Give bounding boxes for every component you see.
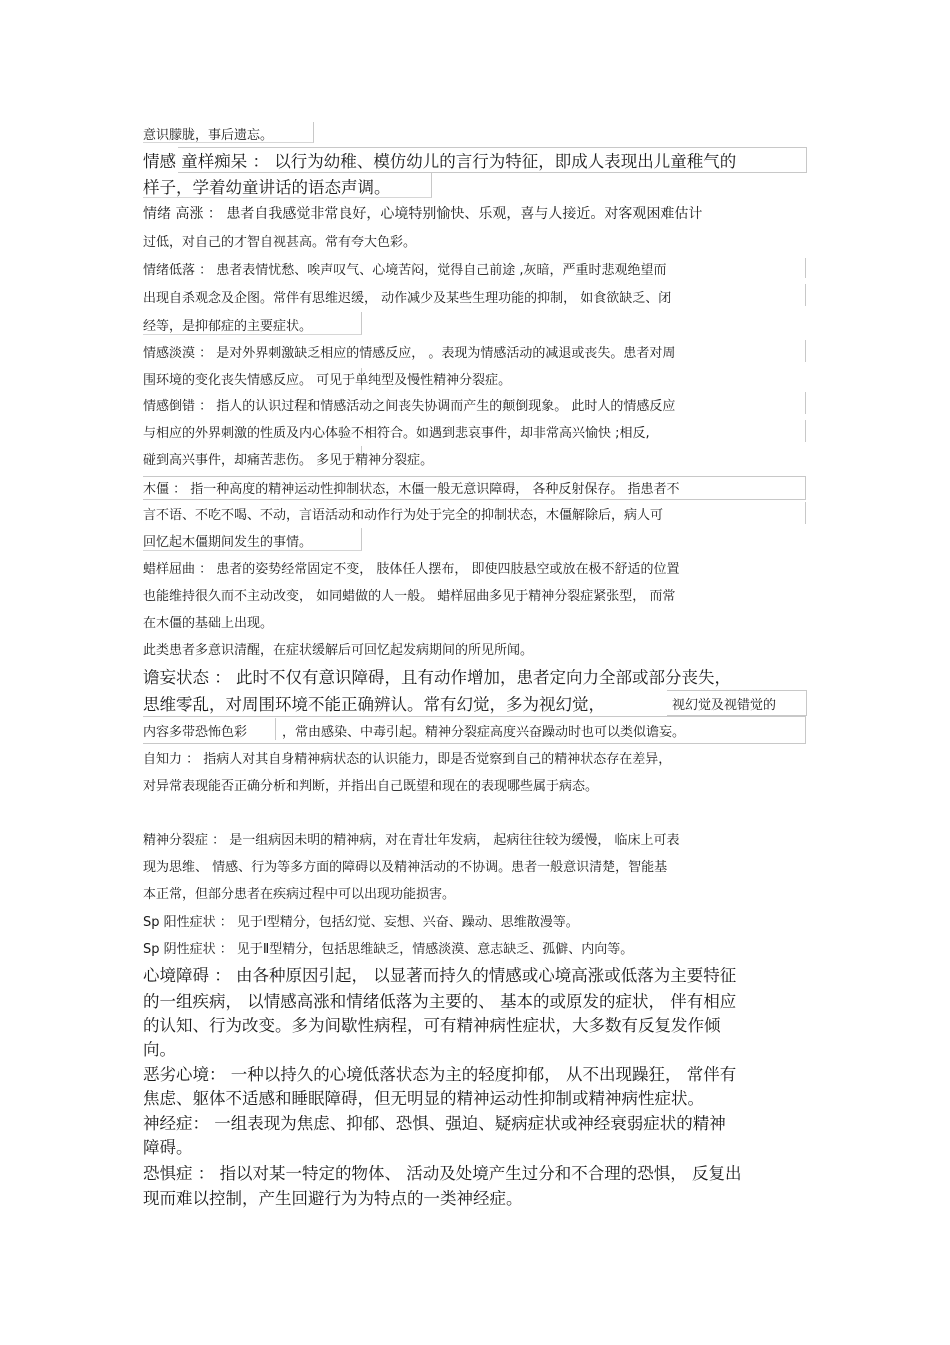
text-line: 现而难以控制，产生回避行为为特点的一类神经症。	[143, 1189, 523, 1208]
text-line: 视幻觉及视错觉的	[672, 698, 777, 713]
text-line: 心境障碍 ： 由各种原因引起， 以显著而持久的情感或心境高涨或低落为主要特征	[143, 966, 737, 985]
text-line: 精神分裂症 ： 是一组病因未明的精神病，对在青壮年发病， 起病往往较为缓慢， 临床上可表	[143, 833, 680, 848]
text-line: 焦虑、躯体不适感和睡眠障碍，但无明显的精神运动性抑制或精神病性症状。	[143, 1089, 704, 1108]
text-line: 言不语、不吃不喝、不动，言语活动和动作行为处于完全的抑制状态，木僵解除后，病人可	[143, 508, 664, 523]
text-line: 内容多带恐怖色彩	[143, 725, 248, 740]
text-line: 蜡样屈曲 ： 患者的姿势经常固定不变， 肢体任人摆布， 即使四肢悬空或放在极不舒适的位置	[143, 562, 680, 577]
text-line: 情感淡漠 ： 是对外界刺激缺乏相应的情感反应， 。表现为情感活动的减退或丧失。患者对周	[143, 346, 676, 361]
text-line: 自知力 ： 指病人对其自身精神病状态的认识能力，即是否觉察到自己的精神状态存在差异，	[143, 752, 672, 767]
text-line: 也能维持很久而不主动改变， 如同蜡做的人一般。 蜡样屈曲多见于精神分裂症紧张型， 而常	[143, 589, 676, 604]
text-line: 的认知、行为改变。多为间歇性病程，可有精神病性症状，大多数有反复发作倾	[143, 1016, 721, 1035]
text-line: 情感倒错 ： 指人的认识过程和情感活动之间丧失协调而产生的颠倒现象。 此时人的情感反应	[143, 399, 676, 414]
text-line: 恐惧症 ： 指以对某一特定的物体、 活动及处境产生过分和不合理的恐惧， 反复出	[143, 1164, 742, 1183]
text-line: 碰到高兴事件，却痛苦悲伤。 多见于精神分裂症。	[143, 453, 434, 468]
text-line: 对异常表现能否正确分析和判断，并指出自己既望和现在的表现哪些属于病态。	[143, 779, 599, 794]
text-line: 围环境的变化丧失情感反应。 可见于单纯型及慢性精神分裂症。	[143, 373, 512, 388]
text-line: 情感 童样痴呆 ： 以行为幼稚、模仿幼儿的言行为特征，即成人表现出儿童稚气的	[143, 152, 737, 171]
text-line: 向。	[143, 1040, 176, 1059]
text-line: 过低，对自己的才智自视甚高。常有夸大色彩。	[143, 235, 417, 250]
text-line: 在木僵的基础上出现。	[143, 616, 274, 631]
text-line: 现为思维、 情感、行为等多方面的障碍以及精神活动的不协调。患者一般意识清楚，智能基	[143, 860, 668, 875]
text-line: 样子，学着幼童讲话的语态声调。	[143, 178, 391, 197]
text-line: 障碍。	[143, 1138, 193, 1157]
text-line: 情绪低落 ： 患者表情忧愁、唉声叹气、心境苦闷，觉得自己前途 ,灰暗，严重时悲观绝望而	[143, 263, 667, 278]
text-line: 意识朦胧，事后遗忘。	[143, 128, 274, 143]
text-line: 与相应的外界刺激的性质及内心体验不相符合。如遇到悲哀事件，却非常高兴愉快 ;相反,	[143, 426, 650, 441]
text-line: 谵妄状态 ： 此时不仅有意识障碍，且有动作增加，患者定向力全部或部分丧失，	[143, 668, 731, 687]
text-line: Sp 阳性症状 ： 见于Ⅰ型精分，包括幻觉、妄想、兴奋、躁动、思维散漫等。	[143, 915, 579, 930]
text-line: 经等，是抑郁症的主要症状。	[143, 319, 313, 334]
text-line: Sp 阴性症状 ： 见于Ⅱ型精分，包括思维缺乏，情感淡漠、意志缺乏、孤僻、内向等。	[143, 942, 634, 957]
text-line: 恶劣心境： 一种以持久的心境低落状态为主的轻度抑郁， 从不出现躁狂， 常伴有	[143, 1065, 737, 1084]
text-line: 出现自杀观念及企图。常伴有思维迟缓， 动作减少及某些生理功能的抑制， 如食欲缺乏、闭	[143, 291, 672, 306]
text-line: 木僵 ： 指一种高度的精神运动性抑制状态，木僵一般无意识障碍， 各种反射保存。 指患者不	[143, 482, 680, 497]
text-line: 思维零乱，对周围环境不能正确辨认。常有幻觉，多为视幻觉，	[143, 695, 605, 714]
text-line: 此类患者多意识清醒，在症状缓解后可回忆起发病期间的所见所闻。	[143, 643, 534, 658]
text-line: 回忆起木僵期间发生的事情。	[143, 535, 313, 550]
text-line: 情绪 高涨 ： 患者自我感觉非常良好，心境特别愉快、乐观，喜与人接近。对客观困难估计	[143, 206, 703, 222]
text-line: ，常由感染、中毒引起。精神分裂症高度兴奋躁动时也可以类似谵妄。	[282, 725, 686, 740]
text-line: 的一组疾病， 以情感高涨和情绪低落为主要的、 基本的或原发的症状， 伴有相应	[143, 992, 737, 1011]
text-line: 本正常，但部分患者在疾病过程中可以出现功能损害。	[143, 887, 456, 902]
text-line: 神经症： 一组表现为焦虑、抑郁、恐惧、强迫、疑病症状或神经衰弱症状的精神	[143, 1114, 726, 1133]
